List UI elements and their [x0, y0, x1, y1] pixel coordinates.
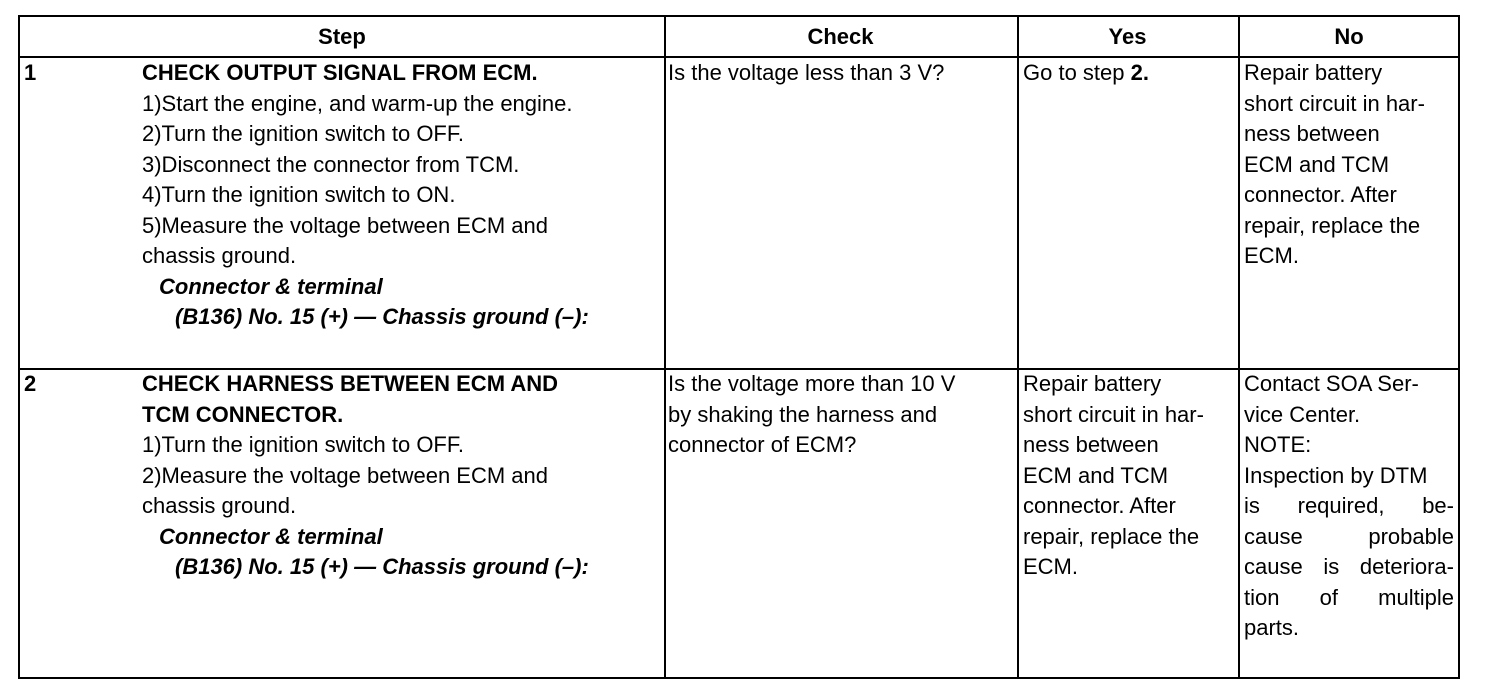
step-title: CHECK OUTPUT SIGNAL FROM ECM. — [142, 60, 538, 85]
connector-value: (B136) No. 15 (+) — Chassis ground (–): — [175, 554, 589, 579]
check-content — [668, 58, 1013, 89]
no-text: ness between — [1244, 121, 1380, 146]
connector-label: Connector & terminal — [159, 273, 383, 299]
note-text: Inspection by DTM — [1244, 462, 1428, 488]
note-label: NOTE: — [1244, 432, 1312, 457]
yes-text: short circuit in har- — [1023, 401, 1204, 427]
step-content — [142, 58, 660, 333]
check-text: Is the voltage less than 3 V? — [668, 60, 945, 85]
connector-value: (B136) No. 15 (+) — Chassis ground (–): — [175, 304, 589, 329]
connector-label: Connector & terminal — [159, 523, 383, 549]
column-divider — [1017, 17, 1019, 677]
instruction: 2)Turn the ignition switch to OFF. — [142, 121, 464, 146]
no-text: Contact SOA Ser- — [1244, 371, 1419, 396]
instruction: 1)Turn the ignition switch to OFF. — [142, 432, 464, 457]
instruction: chassis ground. — [142, 493, 297, 518]
no-text: repair, replace the — [1244, 212, 1421, 238]
note-text: parts. — [1244, 615, 1300, 640]
header-check: Check — [807, 24, 874, 49]
instruction: 3)Disconnect the connector from TCM. — [142, 151, 520, 177]
instruction: 4)Turn the ignition switch to ON. — [142, 182, 456, 207]
instruction: 2)Measure the voltage between ECM and — [142, 462, 549, 488]
header-step: Step — [318, 24, 366, 49]
yes-text: connector. After — [1023, 493, 1176, 518]
check-text: connector of ECM? — [668, 432, 857, 457]
step-number: 1 — [24, 60, 37, 85]
no-text: connector. After — [1244, 182, 1397, 207]
note-text: cause probable — [1244, 523, 1454, 549]
yes-text: repair, replace the — [1023, 523, 1200, 549]
step-title: TCM CONNECTOR. — [142, 401, 344, 427]
step-number: 2 — [24, 371, 37, 396]
header-no: No — [1334, 24, 1364, 49]
instruction: 5)Measure the voltage between ECM and — [142, 212, 549, 238]
yes-step-link: 2. — [1130, 60, 1149, 85]
no-content — [1244, 369, 1454, 644]
yes-text: Repair battery — [1023, 371, 1162, 396]
no-text: short circuit in har- — [1244, 90, 1425, 116]
no-text: Repair battery — [1244, 60, 1383, 85]
step-content — [142, 369, 660, 583]
diagnostic-table — [18, 15, 1460, 679]
column-divider — [664, 17, 666, 677]
step-title: CHECK HARNESS BETWEEN ECM AND — [142, 371, 558, 396]
note-text: tion of multiple — [1244, 584, 1454, 610]
no-text: ECM. — [1244, 243, 1299, 268]
note-text: cause is deteriora- — [1244, 554, 1454, 579]
check-content — [668, 369, 1013, 461]
yes-text: ness between — [1023, 432, 1159, 457]
yes-text: Go to step — [1023, 60, 1131, 85]
no-text: ECM and TCM — [1244, 151, 1390, 177]
no-text: vice Center. — [1244, 401, 1361, 427]
check-text: Is the voltage more than 10 V — [668, 371, 956, 396]
instruction: 1)Start the engine, and warm-up the engine. — [142, 90, 573, 116]
yes-text: ECM. — [1023, 554, 1078, 579]
no-content — [1244, 58, 1456, 272]
yes-text: ECM and TCM — [1023, 462, 1169, 488]
note-text: is required, be- — [1244, 493, 1454, 518]
header-yes: Yes — [1108, 24, 1147, 49]
yes-content — [1023, 369, 1235, 583]
yes-content — [1023, 58, 1235, 89]
column-divider — [1238, 17, 1240, 677]
instruction: chassis ground. — [142, 243, 297, 268]
check-text: by shaking the harness and — [668, 401, 938, 427]
